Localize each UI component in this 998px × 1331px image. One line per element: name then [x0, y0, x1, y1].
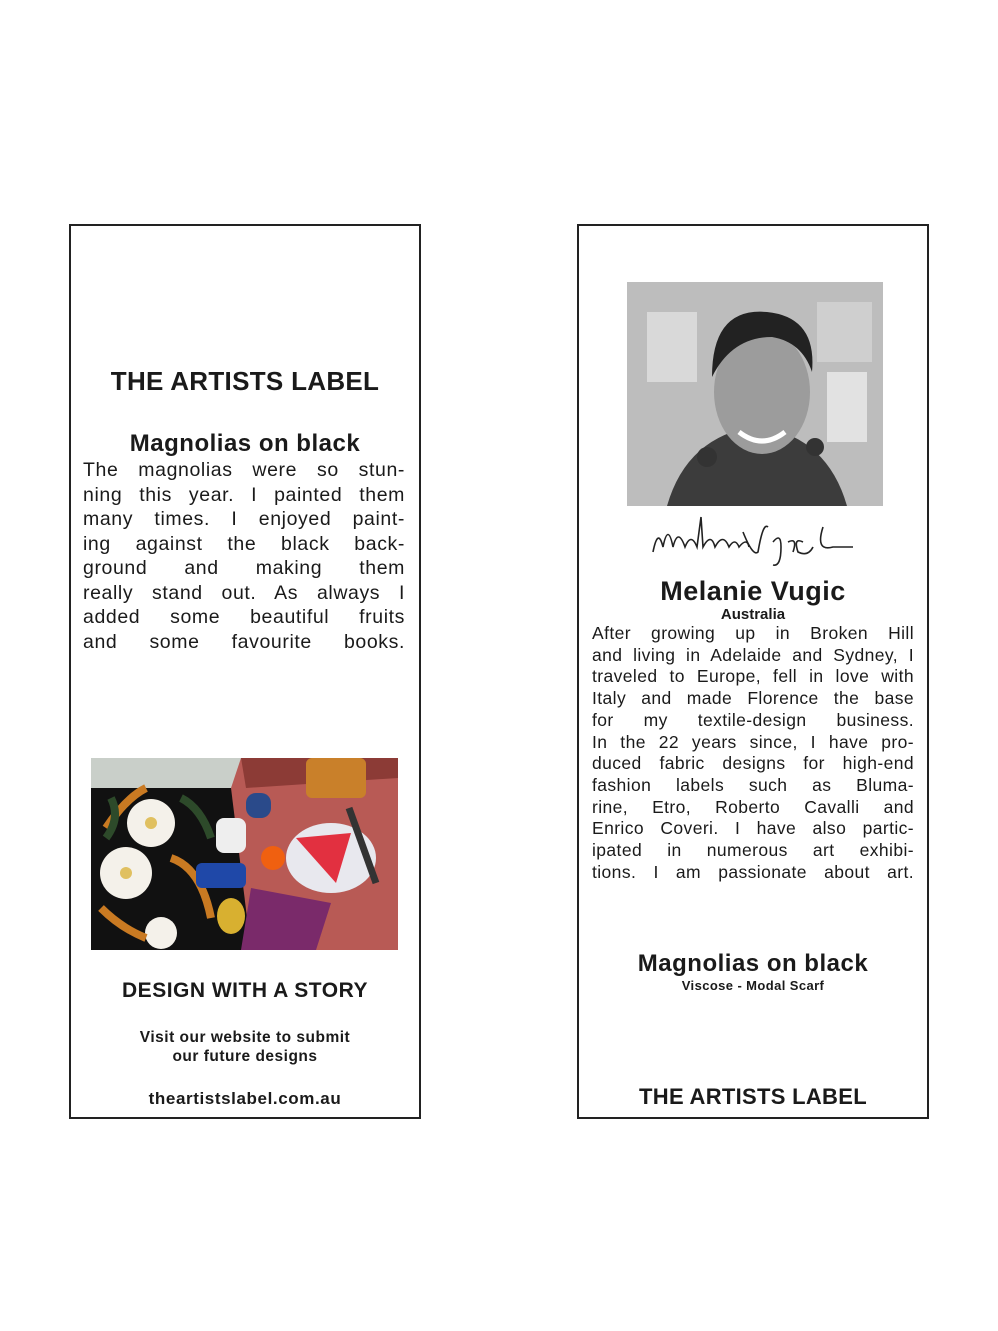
brand-footer: THE ARTISTS LABEL	[639, 1084, 867, 1109]
bio-line: After growing up in Broken Hill	[592, 623, 914, 643]
description-line: and some favourite books.	[83, 630, 405, 653]
tagline: DESIGN WITH A STORY	[122, 979, 368, 1002]
bio-line: for my textile-design business.	[592, 709, 914, 730]
cta-line-1: Visit our website to submit	[139, 1029, 351, 1046]
description-line: added some beautiful fruits	[83, 606, 405, 628]
description-line: ground and making them	[83, 557, 405, 579]
painting-image	[91, 758, 398, 950]
design-description	[83, 458, 405, 654]
product-subtitle: Viscose - Modal Scarf	[681, 978, 825, 993]
brand-heading: THE ARTISTS LABEL	[110, 366, 380, 396]
description-line: really stand out. As always I	[83, 581, 405, 604]
bio-line: fashion labels such as Bluma-	[592, 774, 914, 795]
bio-line: Enrico Coveri. I have also partic-	[592, 818, 914, 839]
artist-photo	[627, 282, 883, 506]
description-line: many times. I enjoyed paint-	[83, 508, 405, 530]
back-label-card	[577, 224, 929, 1119]
website-link[interactable]: theartistslabel.com.au	[148, 1089, 342, 1108]
bio-line: traveled to Europe, fell in love with	[592, 666, 914, 687]
bio-line: duced fabric designs for high-end	[592, 753, 914, 774]
bio-line: In the 22 years since, I have pro-	[592, 731, 914, 752]
description-line: ing against the black back-	[83, 532, 405, 555]
artist-bio	[592, 623, 914, 883]
product-title: Magnolias on black	[637, 950, 869, 977]
artist-signature	[579, 512, 927, 572]
artist-country: Australia	[720, 606, 786, 623]
cta-line-2: our future designs	[172, 1048, 318, 1065]
bio-line: Italy and made Florence the base	[592, 688, 914, 709]
bio-line: and living in Adelaide and Sydney, I	[592, 644, 914, 665]
bio-line: tions. I am passionate about art.	[592, 861, 914, 882]
design-title: Magnolias on black	[129, 430, 361, 457]
front-label-card	[69, 224, 421, 1119]
bio-line: rine, Etro, Roberto Cavalli and	[592, 796, 914, 817]
artist-name: Melanie Vugic	[660, 576, 846, 606]
description-line: The magnolias were so stun-	[83, 459, 405, 481]
bio-line: ipated in numerous art exhibi-	[592, 840, 914, 861]
description-line: ning this year. I painted them	[83, 483, 405, 506]
